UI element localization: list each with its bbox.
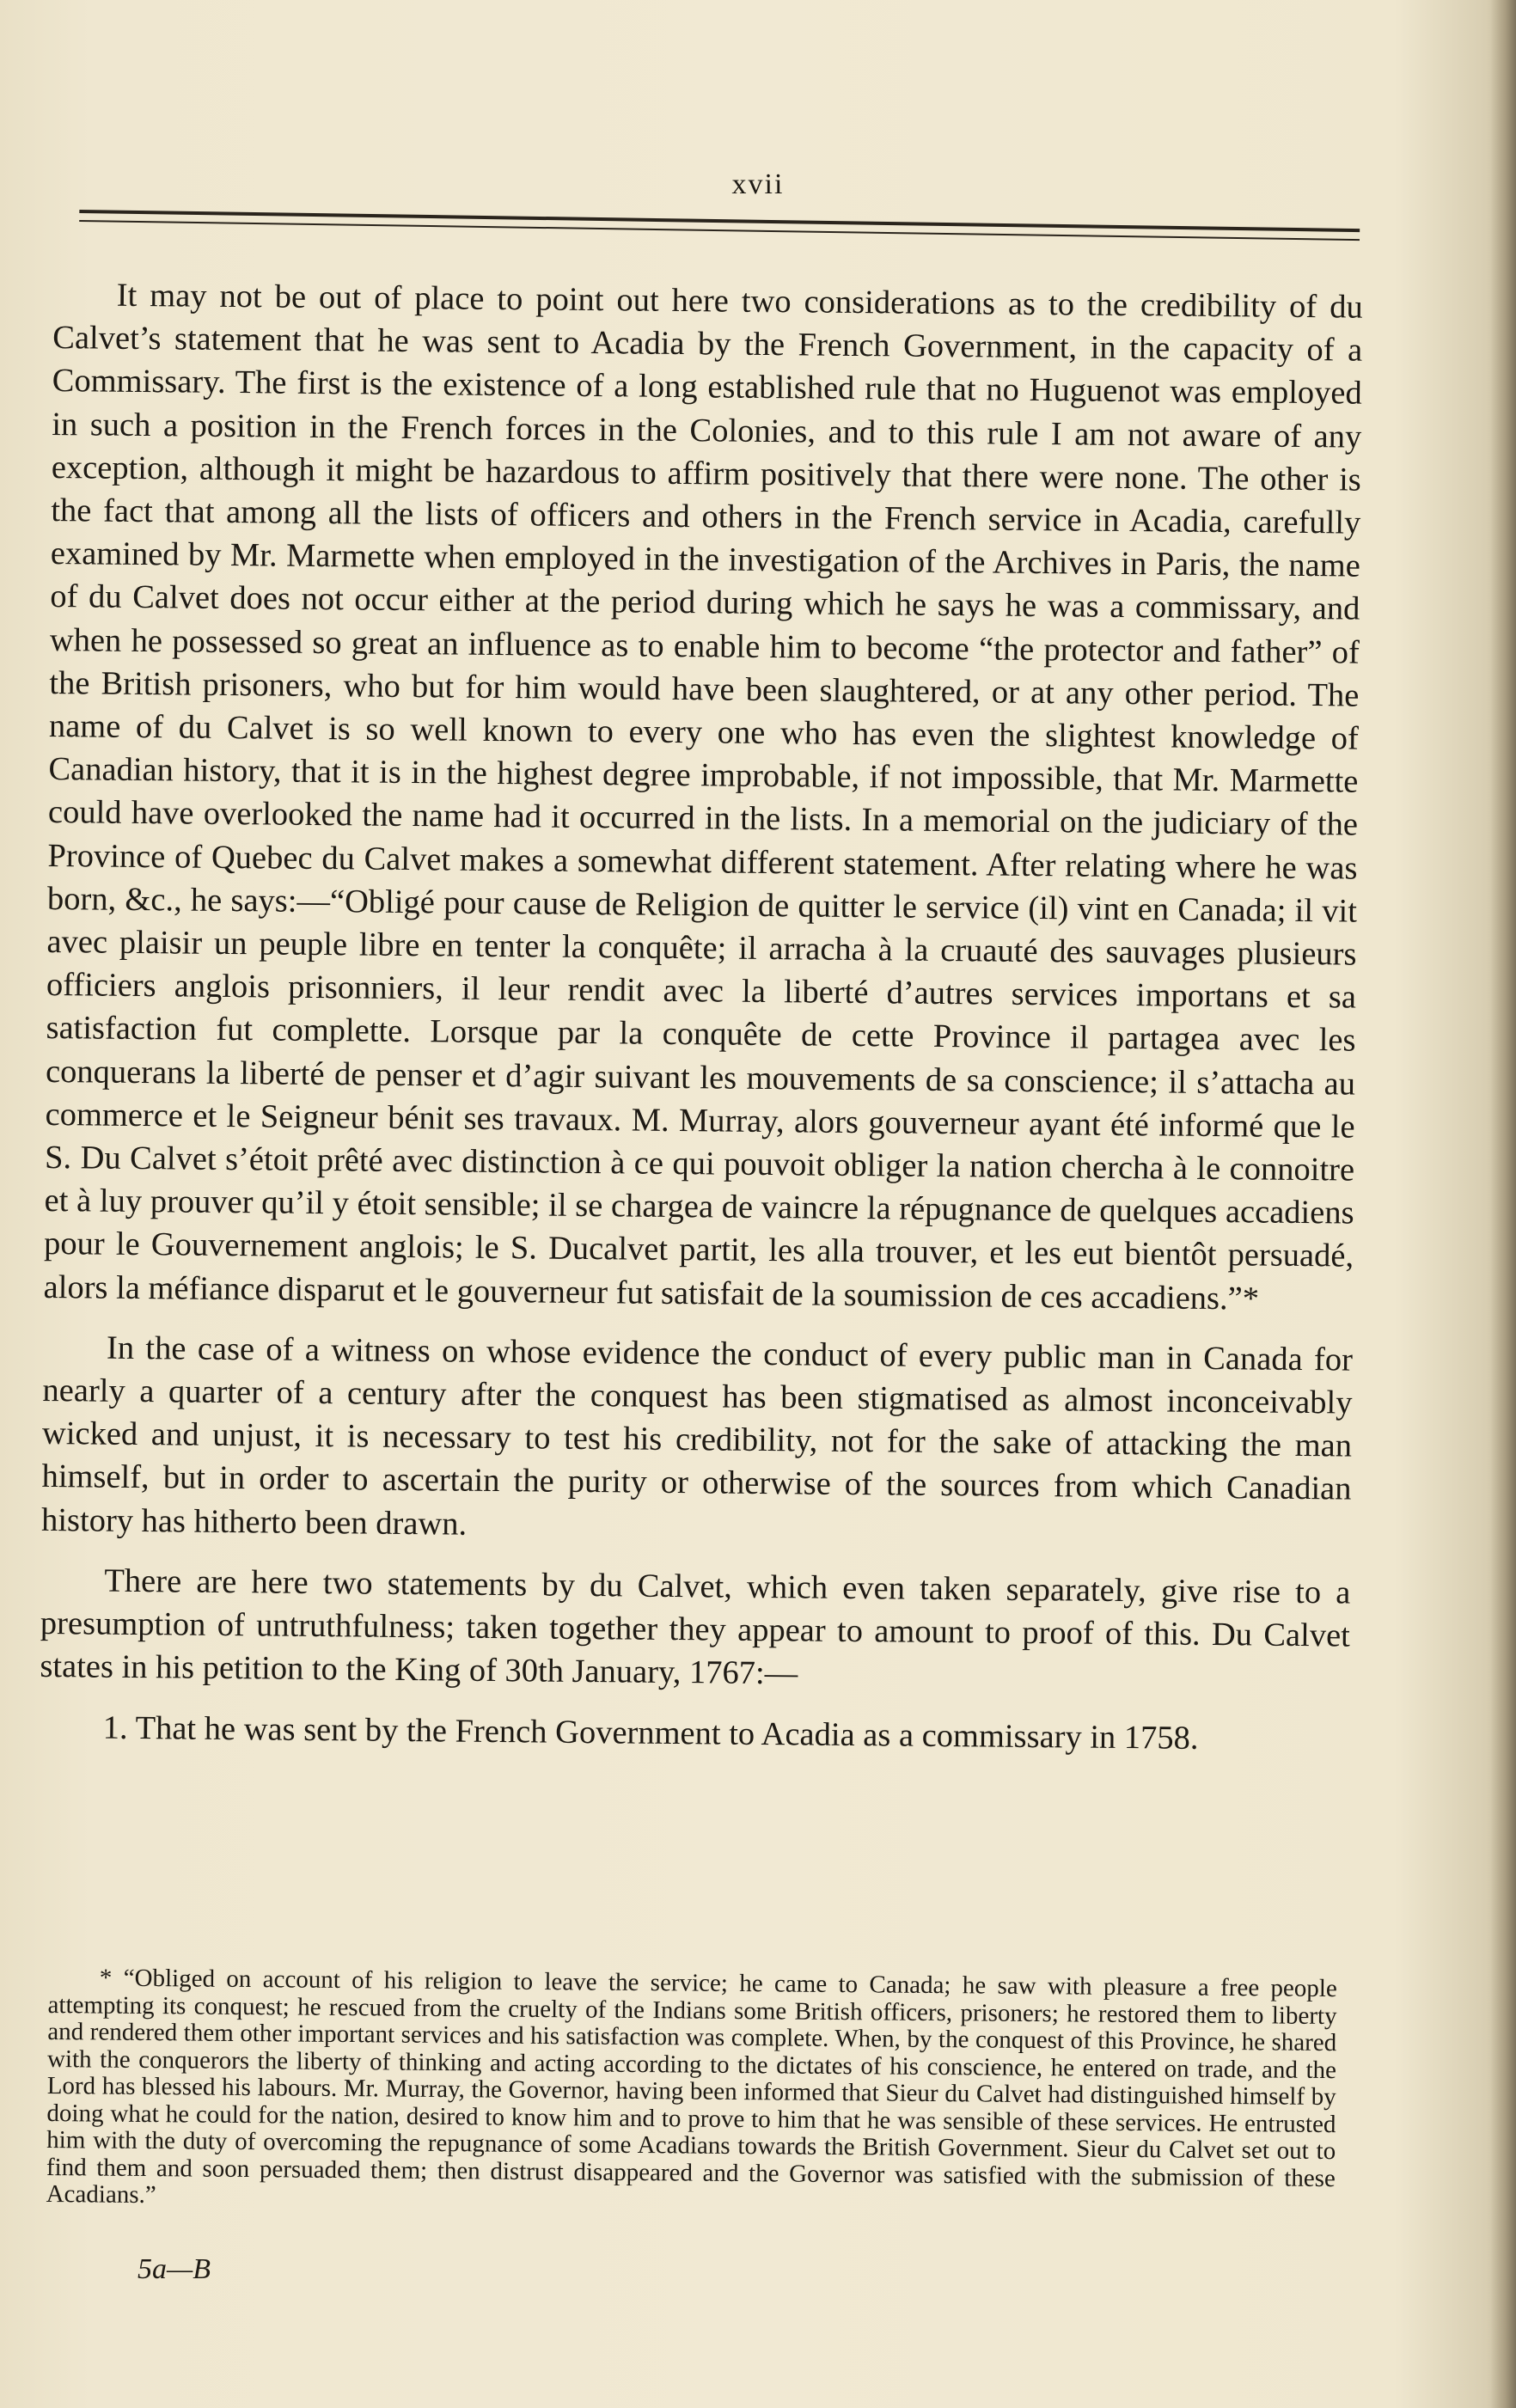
paragraph-witness: In the case of a witness on whose evidence the conduct of every public man in Canada for nearly a quarter of a century after the conquest has been stigmatised as almost inconceivably wicked and unjust, it is necessary to test his credibility, not for the sake of attacking the man himself, but in order to ascertain the purity or otherwise of the sources from which Canadian history has hitherto been drawn. xyxy=(40,1329,1354,1543)
footnote-text: * “Obliged on account of his religion to leave the service; he came to Canada; he saw with pleasure a free people attempting its conquest; he rescued from the cruelty of the Indians some British officers, prisoners; he restored them to liberty and rendered them other important services and his satisfaction was complete. When, by the conquest of this Province, he shared with the conquerors the liberty of thinking and acting according to the dictates of his conscience, he entered on trade, and the Lord has blessed his labours. Mr. Murray, the Governor, having been informed that Sieur du Calvet had distinguished himself by doing what he could for the nation, desired to know him and to prove to him that he was sensible of these services. He entrusted him with the duty of overcoming the repugnance of some Acadians towards the British Government. Sieur du Calvet set out to find them and soon persuaded them; then distrust disappeared and the Governor was satisfied with the submission of these Acadians.” xyxy=(46,1964,1337,2209)
footnote xyxy=(46,1965,1337,2220)
paragraph-two-statements: There are here two statements by du Calvet, which even taken separately, give rise to a presumption of untruthfulness; taken together they appear to amount to proof of this. Du Calvet states in his petition to the King of 30th January, 1767:— xyxy=(40,1562,1351,1692)
statement-item-1: 1. That he was sent by the French Government to Acadia as a commissary in 1758. xyxy=(102,1709,1199,1757)
page-number: xvii xyxy=(731,168,785,200)
header-rule-thin xyxy=(79,220,1360,241)
header-double-rule xyxy=(79,210,1360,272)
main-text xyxy=(39,273,1363,1778)
signature-mark: 5a—B xyxy=(138,2253,211,2285)
paragraph-credibility: It may not be out of place to point out here two considerations as to the credibility of du Calvet’s statement that he was sent to Acadia by the French Government, in the capacity of a Commissary. The first is the existence of a long established rule that no Huguenot was employed in such a position in the French forces in the Colonies, and to this rule I am not aware of any exception, although it might be hazardous to affirm positively that there were none. The other is the fact that among all the lists of officers and others in the French service in Acadia, carefully examined by Mr. Marmette when employed in the investigation of the Archives in Paris, the name of du Calvet does not occur either at the period during which he says he was a commissary, and when he possessed so great an influence as to enable him to become “the protector and father” of the British prisoners, who but for him would have been slaughtered, or at any other period. The name of du Calvet is so well known to every one who has even the slightest knowledge of Canadian history, that it is in the highest degree improbable, if not impossible, that Mr. Marmette could have overlooked the name had it occurred in the lists. In a memorial on the judiciary of the Province of Quebec du Calvet makes a somewhat different statement. After relating where he was born, &c., he says:—“Obligé pour cause de Religion de quitter le service (il) vint en Canada; il vit avec plaisir un peuple libre en tenter la conquête; il arracha à la cruauté des sauvages plusieurs officiers anglois prisonniers, il leur rendit avec la liberté d’autres services importans et sa satisfaction fut complette. Lorsque par la conquête de cette Province il partagea avec les conquerans la liberté de penser et d’agir suivant les mouvements de sa conscience; il s’attacha au commerce et le Seigneur bénit ses travaux. M. Murray, alors gouverneur ayant été informé que le S. Du Calvet s’étoit prêté avec distinction à ce qui pouvoit obliger la nation chercha à le connoitre et à luy prouver qu’il y étoit sensible; il se chargea de vaincre la répugnance de quelques accadiens pour le Gouvernement anglois; le S. Ducalvet partit, les alla trouver, et les eut bientôt persuadé, alors la méfiance disparut et le gouverneur fut satisfait de la soumission de ces accadiens.”* xyxy=(43,277,1363,1317)
page-gutter-shadow xyxy=(1490,0,1516,2408)
